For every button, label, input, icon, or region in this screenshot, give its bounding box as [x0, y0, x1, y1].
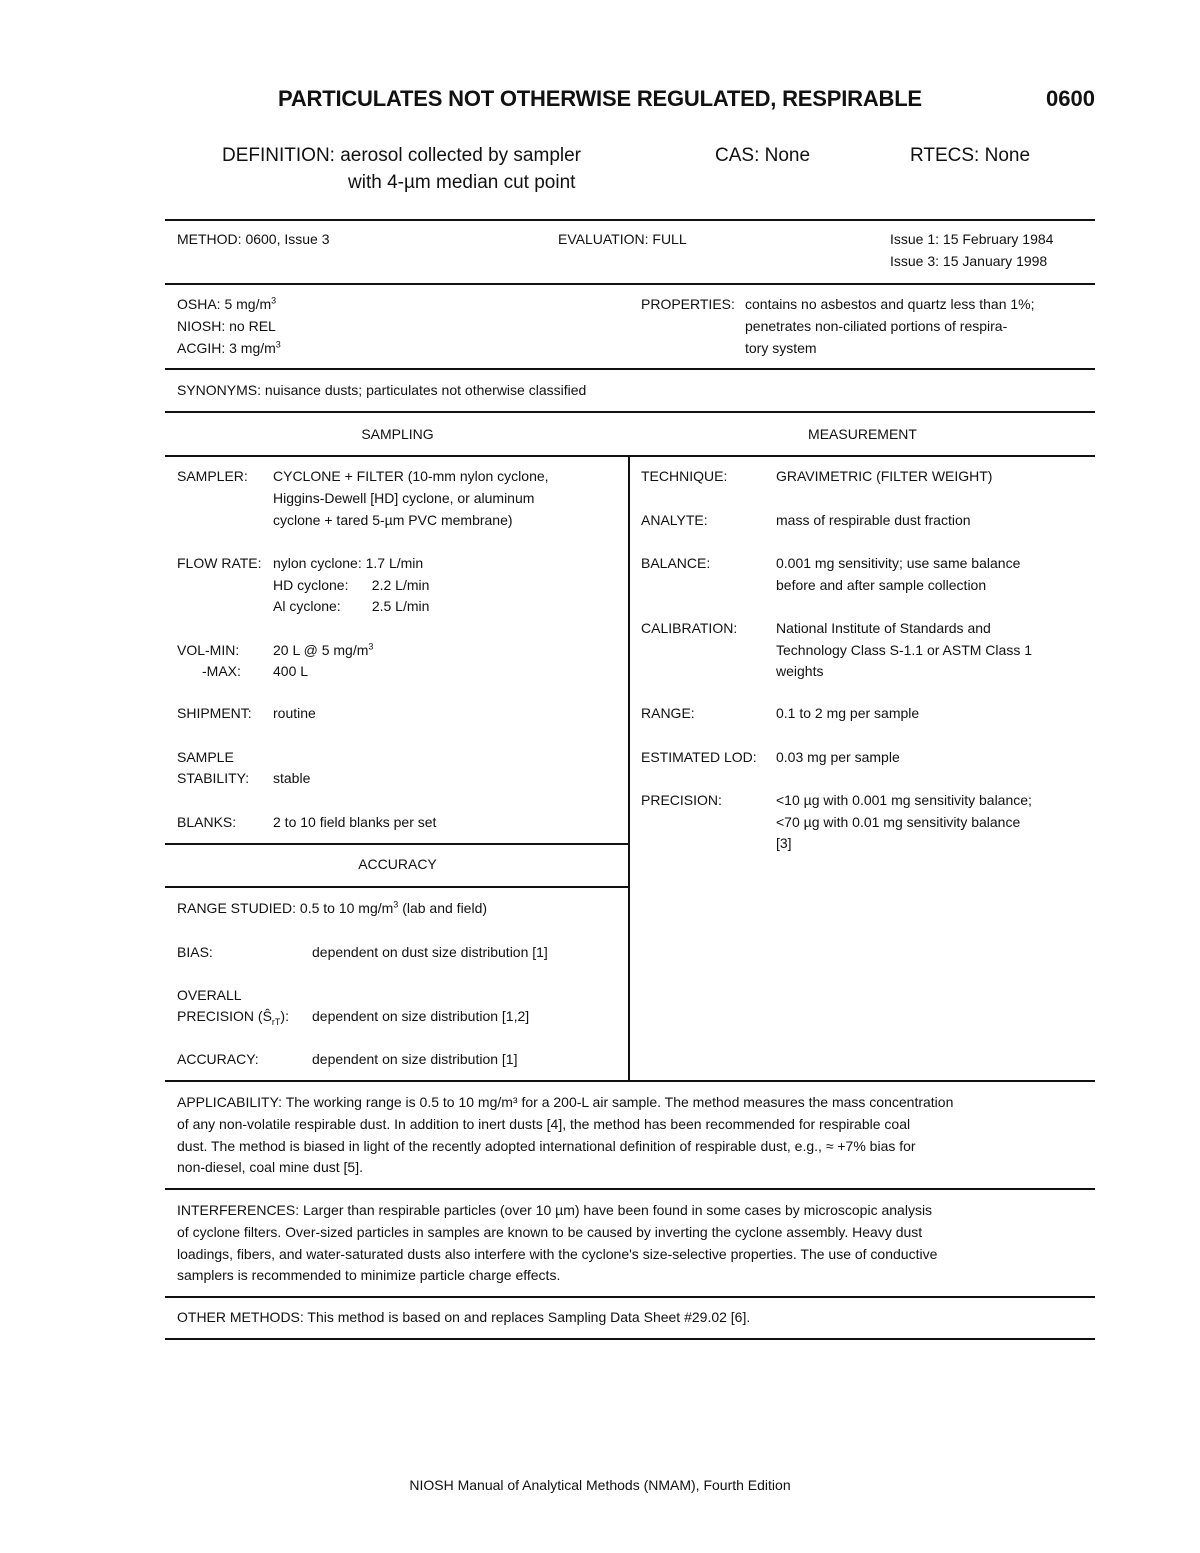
blanks-value: 2 to 10 field blanks per set: [273, 814, 437, 830]
method-number: 0600: [1046, 86, 1095, 111]
sampler-label: SAMPLER:: [177, 468, 248, 484]
applicability-line: dust. The method is biased in light of the recently adopted international definition of respirable dust, e.g., ≈ +7% bias for: [177, 1137, 916, 1154]
divider: [165, 843, 630, 845]
precision-value: <10 µg with 0.001 mg sensitivity balance;: [776, 792, 1032, 808]
divider: [165, 1188, 1095, 1190]
rtecs-number: RTECS: None: [910, 145, 1031, 166]
divider: [165, 1296, 1095, 1298]
interferences-section: [177, 1200, 1087, 1287]
properties-line: contains no asbestos and quartz less than 1%;: [745, 296, 1035, 312]
applicability-section: [177, 1092, 1087, 1179]
flow-rate-value: Al cyclone: 2.5 L/min: [273, 598, 430, 614]
range-label: RANGE:: [641, 705, 695, 721]
title-row: [278, 86, 1095, 116]
precision-value: <70 µg with 0.01 mg sensitivity balance: [776, 814, 1021, 830]
shipment-label: SHIPMENT:: [177, 705, 252, 721]
page-footer: NIOSH Manual of Analytical Methods (NMAM), Fourth Edition: [409, 1477, 791, 1493]
column-divider: [628, 455, 630, 1080]
applicability-line: non-diesel, coal mine dust [5].: [177, 1159, 363, 1176]
vol-max-value: 400 L: [273, 663, 309, 679]
interferences-line: loadings, fibers, and water-saturated dusts also interfere with the cyclone's size-selective properties. The use of conductive: [177, 1245, 938, 1262]
sampler-value: CYCLONE + FILTER (10-mm nylon cyclone,: [273, 468, 549, 484]
divider: [165, 368, 1095, 370]
divider: [165, 886, 630, 888]
sampling-heading: SAMPLING: [361, 426, 434, 442]
definition-text-line2: with 4-µm median cut point: [348, 172, 576, 193]
divider: [165, 1338, 1095, 1340]
overall-precision-label: OVERALL: [177, 987, 242, 1003]
technique-value: GRAVIMETRIC (FILTER WEIGHT): [776, 468, 993, 484]
balance-label: BALANCE:: [641, 555, 711, 571]
stability-label: SAMPLE: [177, 749, 234, 765]
flow-rate-label: FLOW RATE:: [177, 555, 262, 571]
calibration-label: CALIBRATION:: [641, 620, 738, 636]
technique-label: TECHNIQUE:: [641, 468, 728, 484]
overall-precision-value: dependent on size distribution [1,2]: [312, 1008, 530, 1024]
range-studied: RANGE STUDIED: 0.5 to 10 $mg/m^3$ (lab and field): [177, 899, 488, 916]
overall-precision-label: PRECISION $(Ŝ_{rT})$:: [177, 1008, 289, 1027]
properties-line: tory system: [745, 340, 817, 356]
divider: [165, 411, 1095, 413]
lod-value: 0.03 mg per sample: [776, 749, 900, 765]
divider: [165, 1080, 1095, 1082]
range-value: 0.1 to 2 mg per sample: [776, 705, 920, 721]
properties-line: penetrates non-ciliated portions of respira-: [745, 318, 1008, 334]
blanks-label: BLANKS:: [177, 814, 237, 830]
measurement-heading: MEASUREMENT: [808, 426, 917, 442]
stability-value: stable: [273, 770, 311, 786]
other-methods: OTHER METHODS: This method is based on and replaces Sampling Data Sheet #29.02 [6].: [177, 1309, 751, 1325]
applicability-line: of any non-volatile respirable dust. In addition to inert dusts [4], the method has been recommended for respirable coal: [177, 1115, 911, 1132]
page-title: PARTICULATES NOT OTHERWISE REGULATED, RESPIRABLE: [278, 86, 922, 111]
definition-text: DEFINITION: aerosol collected by sampler: [222, 145, 582, 166]
precision-value: [3]: [776, 835, 792, 851]
acgih-limit: ACGIH: 3 $mg/m^3$: [177, 339, 281, 356]
accuracy-heading: ACCURACY: [358, 856, 437, 872]
vol-min-label: VOL-MIN:: [177, 642, 240, 658]
evaluation: EVALUATION: FULL: [558, 231, 687, 247]
bias-label: BIAS:: [177, 944, 213, 960]
issue3-date: Issue 3: 15 January 1998: [890, 253, 1048, 269]
balance-value: 0.001 mg sensitivity; use same balance: [776, 555, 1021, 571]
interferences-line: samplers is recommended to minimize particle charge effects.: [177, 1267, 561, 1284]
issue1-date: Issue 1: 15 February 1984: [890, 231, 1054, 247]
vol-min-value: 20 L @ 5 $mg/m^3$: [273, 641, 374, 658]
stability-label: STABILITY:: [177, 770, 250, 786]
interferences-line: INTERFERENCES: Larger than respirable particles (over 10 µm) have been found in some cases by microscopic analysis: [177, 1202, 933, 1218]
niosh-limit: NIOSH: no REL: [177, 318, 276, 334]
vol-max-label: -MAX:: [202, 663, 241, 679]
accuracy-label: ACCURACY:: [177, 1051, 259, 1067]
flow-rate-value: HD cyclone: 2.2 L/min: [273, 577, 430, 593]
divider: [165, 219, 1095, 221]
interferences-line: of cyclone filters. Over-sized particles in samples are known to be caused by inverting the cyclone assembly. Heavy dust: [177, 1223, 923, 1240]
method-issue: METHOD: 0600, Issue 3: [177, 231, 330, 247]
lod-label: ESTIMATED LOD:: [641, 749, 757, 765]
bias-value: dependent on dust size distribution [1]: [312, 944, 548, 960]
precision-label: PRECISION:: [641, 792, 722, 808]
divider: [165, 455, 1095, 457]
sampler-value: cyclone + tared 5-µm PVC membrane): [273, 512, 513, 528]
cas-number: CAS: None: [715, 145, 811, 166]
applicability-line: APPLICABILITY: The working range is 0.5 to 10 mg/m³ for a 200-L air sample. The method measures the mass concentration: [177, 1094, 954, 1110]
analyte-label: ANALYTE:: [641, 512, 708, 528]
shipment-value: routine: [273, 705, 316, 721]
divider: [165, 283, 1095, 285]
calibration-value: Technology Class S-1.1 or ASTM Class 1: [776, 642, 1032, 658]
flow-rate-value: nylon cyclone: 1.7 L/min: [273, 555, 424, 571]
osha-limit: OSHA: 5 $mg/m^3$: [177, 295, 277, 312]
accuracy-value: dependent on size distribution [1]: [312, 1051, 518, 1067]
synonyms: SYNONYMS: nuisance dusts; particulates not otherwise classified: [177, 382, 587, 398]
sampler-value: Higgins-Dewell [HD] cyclone, or aluminum: [273, 490, 535, 506]
calibration-value: National Institute of Standards and: [776, 620, 991, 636]
properties-label: PROPERTIES:: [641, 296, 735, 312]
balance-value: before and after sample collection: [776, 577, 987, 593]
analyte-value: mass of respirable dust fraction: [776, 512, 971, 528]
calibration-value: weights: [776, 663, 824, 679]
